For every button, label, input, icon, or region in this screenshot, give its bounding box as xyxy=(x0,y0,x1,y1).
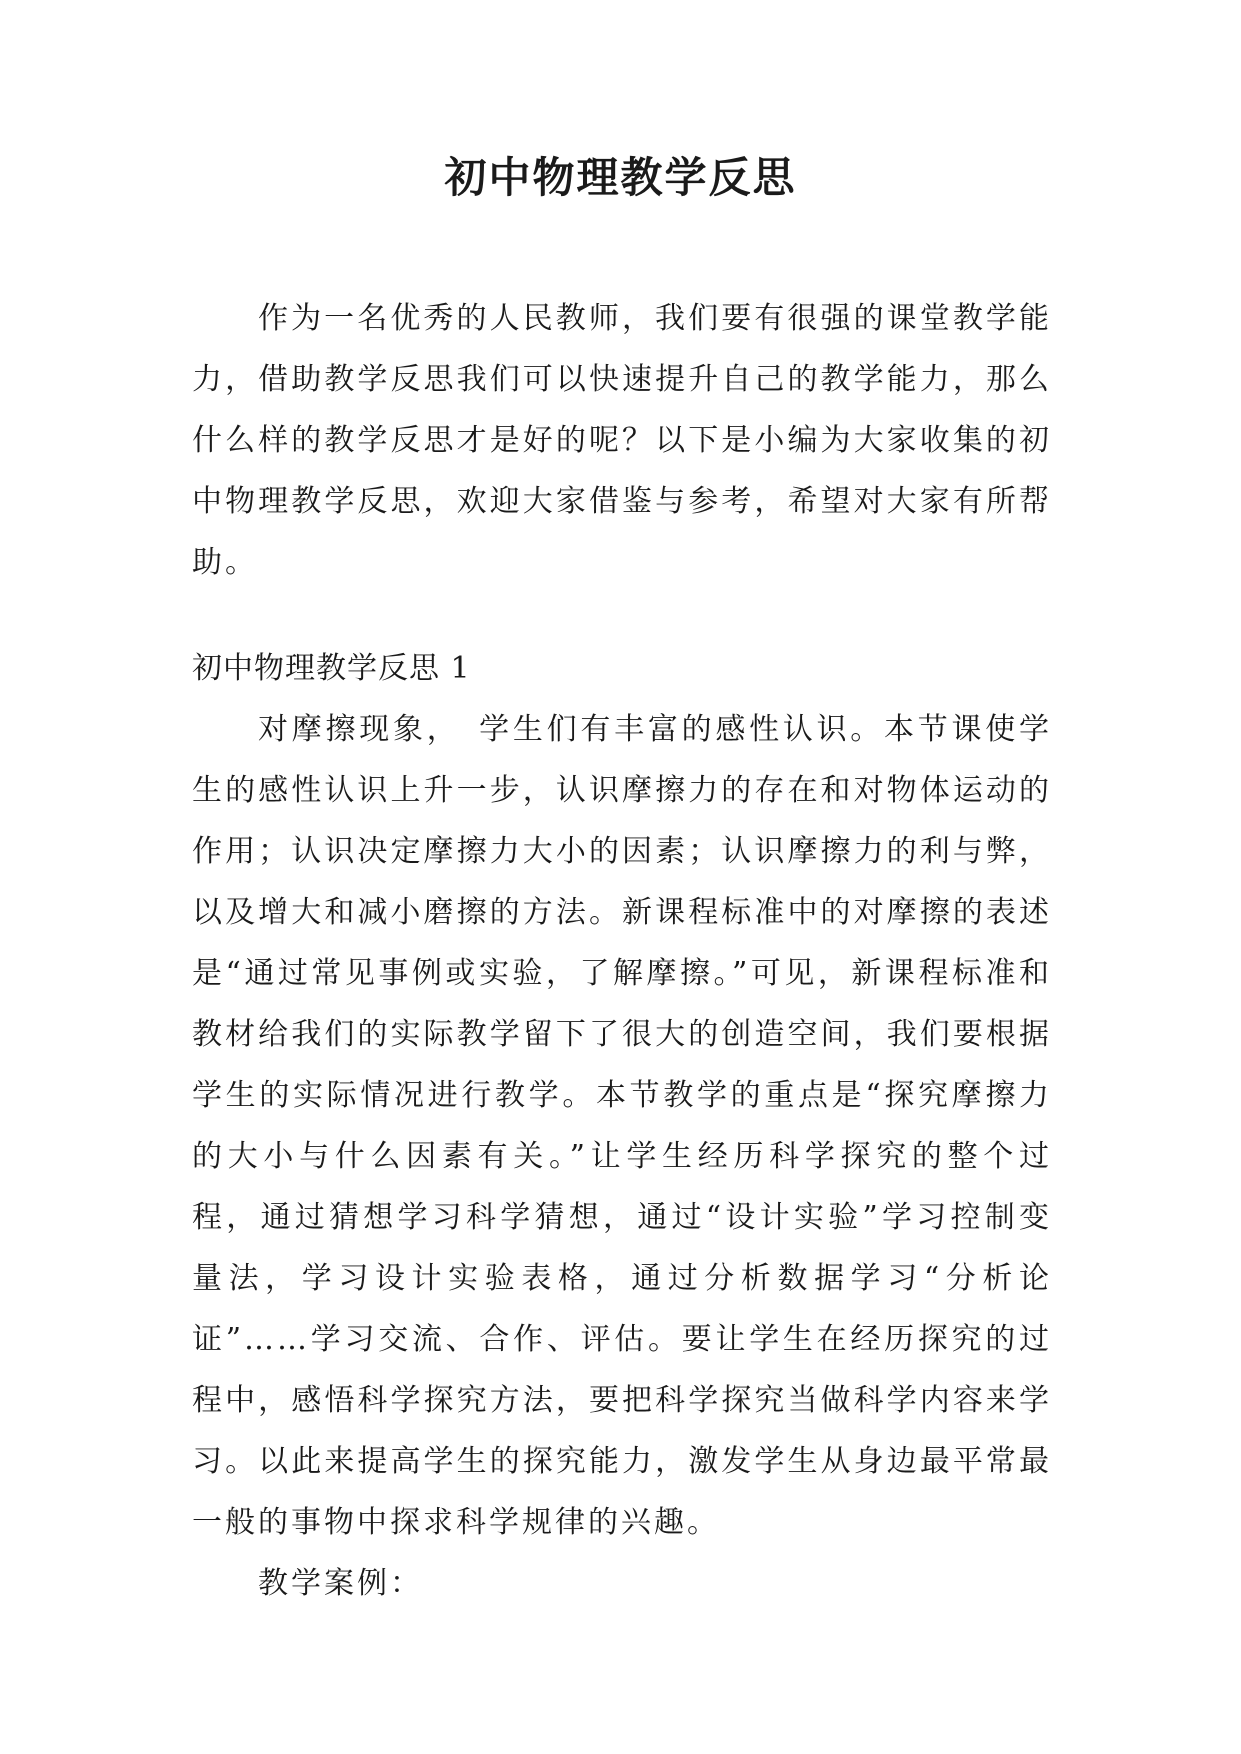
intro-paragraph: 作为一名优秀的人民教师，我们要有很强的课堂教学能力，借助教学反思我们可以快速提升自己的教学能力，那么什么样的教学反思才是好的呢？以下是小编为大家收集的初中物理教学反思，欢迎大家借鉴与参考，希望对大家有所帮助。 xyxy=(192,301,1052,580)
document-body xyxy=(192,288,1052,1614)
body-paragraph: 对摩擦现象， 学生们有丰富的感性认识。本节课使学生的感性认识上升一步，认识摩擦力的存在和对物体运动的作用；认识决定摩擦力大小的因素；认识摩擦力的利与弊，以及增大和减小磨擦的方法。新课程标准中的对摩擦的表述是“通过常见事例或实验，了解摩擦。”可见，新课程标准和教材给我们的实际教学留下了很大的创造空间，我们要根据学生的实际情况进行教学。本节教学的重点是“探究摩擦力的大小与什么因素有关。”让学生经历科学探究的整个过程，通过猜想学习科学猜想，通过“设计实验”学习控制变量法，学习设计实验表格，通过分析数据学习“分析论证”……学习交流、合作、评估。要让学生在经历探究的过程中，感悟科学探究方法，要把科学探究当做科学内容来学习。以此来提高学生的探究能力，激发学生从身边最平常最一般的事物中探求科学规律的兴趣。 xyxy=(192,712,1052,1540)
document-title: 初中物理教学反思 xyxy=(444,153,797,202)
case-label: 教学案例： xyxy=(258,1566,423,1601)
section-heading: 初中物理教学反思 1 xyxy=(192,651,471,686)
